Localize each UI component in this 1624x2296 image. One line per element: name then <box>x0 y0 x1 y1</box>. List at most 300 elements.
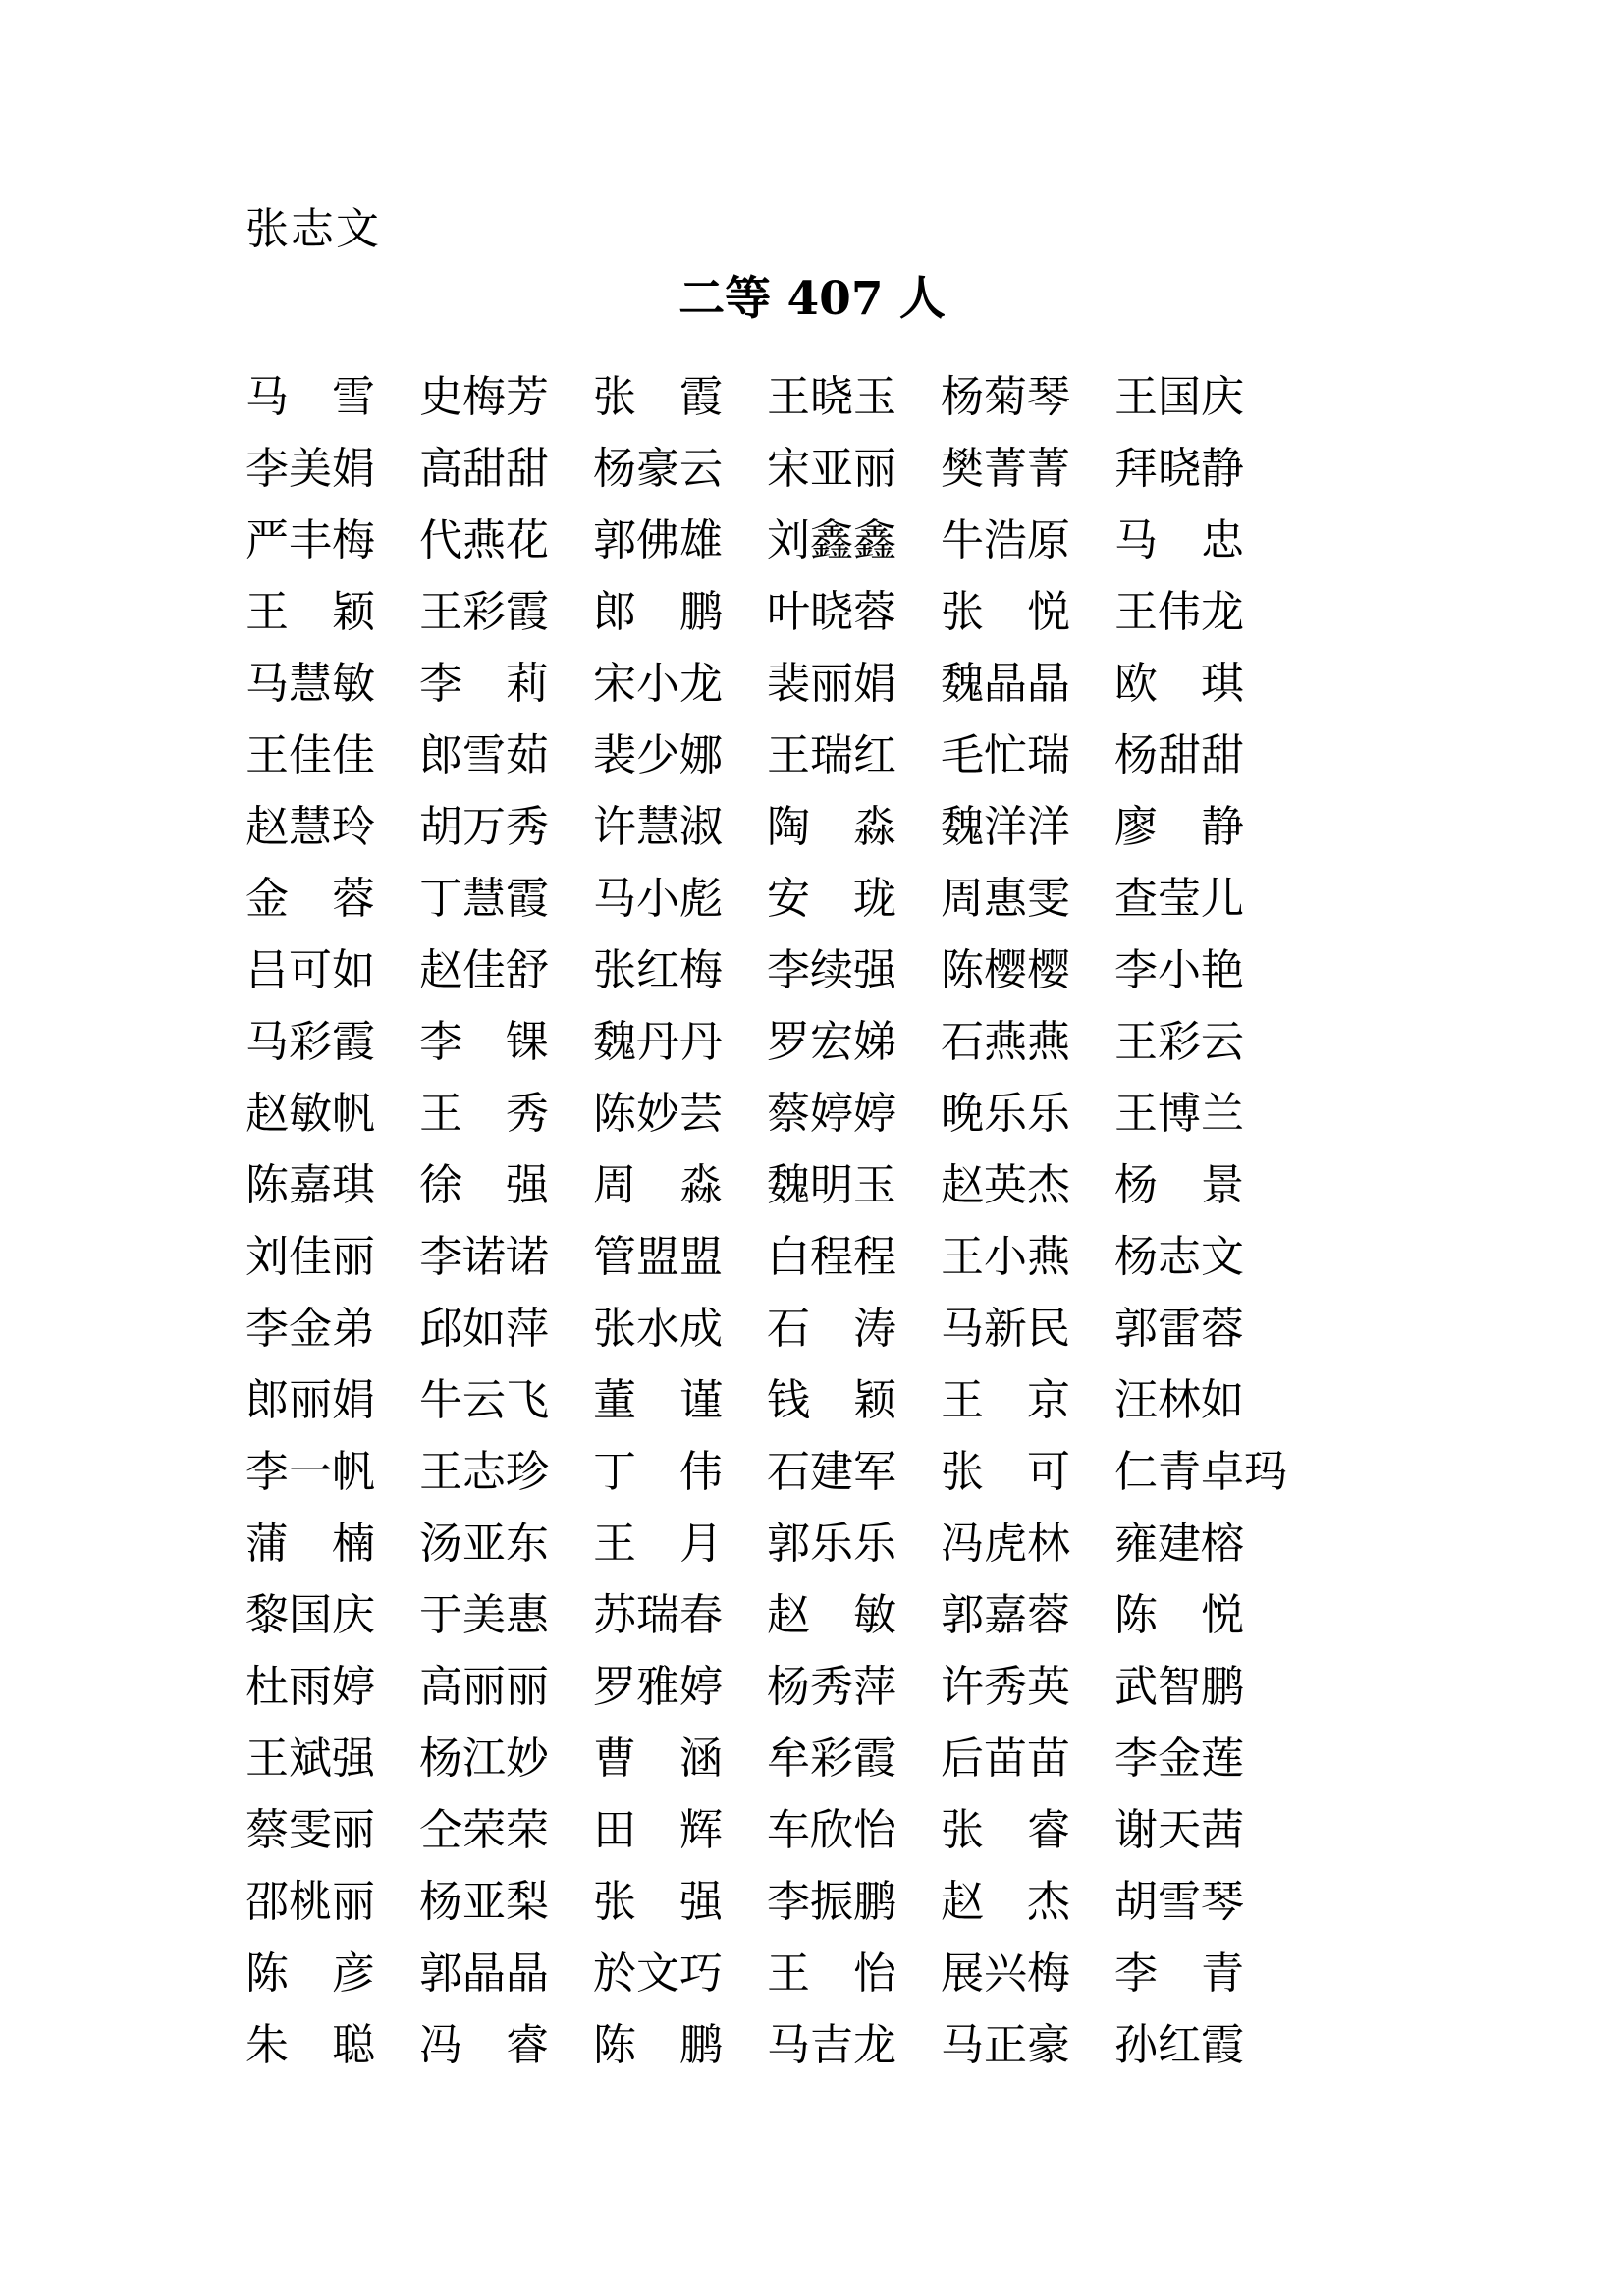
name-char: 美 <box>289 443 332 494</box>
name-char: 慧 <box>636 801 679 852</box>
name-char: 王 <box>941 1231 984 1282</box>
name-row <box>245 1938 1384 2009</box>
name-char: 丰 <box>289 514 332 565</box>
name-char: 洋 <box>1027 801 1070 852</box>
name-char: 小 <box>984 1231 1027 1282</box>
person-name <box>767 1733 896 1784</box>
name-char: 牟 <box>767 1733 810 1784</box>
name-char: 马 <box>767 2019 810 2070</box>
name-char: 李 <box>1114 944 1158 995</box>
name-char: 庆 <box>332 1589 375 1640</box>
name-char: 茹 <box>506 729 549 780</box>
name-char: 蔡 <box>245 1804 289 1855</box>
name-row <box>245 1436 1384 1508</box>
name-char: 楠 <box>332 1518 375 1569</box>
name-char: 邵 <box>245 1876 289 1927</box>
name-char: 甜 <box>462 443 506 494</box>
name-char: 郭 <box>767 1518 810 1569</box>
name-char: 涵 <box>679 1733 723 1784</box>
person-name <box>767 1303 896 1354</box>
name-char: 晶 <box>506 1948 549 1999</box>
name-char: 赵 <box>941 1876 984 1927</box>
name-char: 龙 <box>679 658 723 709</box>
name-char: 婷 <box>679 1661 723 1712</box>
person-name <box>419 873 549 924</box>
person-name <box>767 514 896 565</box>
name-char: 萍 <box>853 1661 896 1712</box>
name-char: 玲 <box>332 801 375 852</box>
name-char: 曹 <box>593 1733 636 1784</box>
name-row <box>245 1723 1384 1794</box>
person-name <box>1114 658 1244 709</box>
name-char: 帆 <box>332 1446 375 1497</box>
person-name <box>419 371 549 422</box>
name-char: 桃 <box>289 1876 332 1927</box>
name-char: 丽 <box>853 443 896 494</box>
name-char: 小 <box>1158 944 1201 995</box>
name-char: 吉 <box>810 2019 853 2070</box>
person-name <box>593 873 723 924</box>
person-name <box>419 729 549 780</box>
person-name <box>593 801 723 852</box>
name-char: 欧 <box>1114 658 1158 709</box>
person-name <box>767 801 896 852</box>
name-char: 赵 <box>767 1589 810 1640</box>
name-char: 莲 <box>1201 1733 1244 1784</box>
name-char: 豪 <box>636 443 679 494</box>
name-char: 一 <box>289 1446 332 1497</box>
name-char: 仁 <box>1114 1446 1158 1497</box>
person-name <box>767 1374 896 1425</box>
name-char: 王 <box>767 729 810 780</box>
person-name <box>245 1446 375 1497</box>
name-char: 小 <box>636 658 679 709</box>
name-char: 钱 <box>767 1374 810 1425</box>
name-char: 建 <box>1158 1518 1201 1569</box>
name-char: 浩 <box>984 514 1027 565</box>
name-char: 徐 <box>419 1159 462 1210</box>
name-char: 燕 <box>984 1016 1027 1067</box>
person-name <box>245 1804 375 1855</box>
name-row <box>245 1866 1384 1938</box>
name-char: 如 <box>1201 1374 1244 1425</box>
name-char: 悦 <box>1027 586 1070 637</box>
name-char: 佳 <box>462 944 506 995</box>
name-row <box>245 576 1384 648</box>
name-row <box>245 1078 1384 1149</box>
name-char: 少 <box>636 729 679 780</box>
name-char: 荣 <box>462 1804 506 1855</box>
name-char: 诺 <box>506 1231 549 1282</box>
name-char: 丽 <box>289 1374 332 1425</box>
person-name <box>767 1876 896 1927</box>
name-char: 芳 <box>506 371 549 422</box>
name-char: 强 <box>332 1733 375 1784</box>
name-char: 瑞 <box>1027 729 1070 780</box>
name-char: 胡 <box>419 801 462 852</box>
name-char: 许 <box>941 1661 984 1712</box>
person-name <box>593 1876 723 1927</box>
person-name <box>593 1589 723 1640</box>
name-char: 蓉 <box>853 586 896 637</box>
name-char: 马 <box>941 1303 984 1354</box>
name-char: 王 <box>767 1948 810 1999</box>
name-char: 龙 <box>853 2019 896 2070</box>
person-name <box>419 1088 549 1139</box>
name-char: 梅 <box>1027 1948 1070 1999</box>
person-name <box>1114 1374 1244 1425</box>
name-char: 王 <box>245 586 289 637</box>
name-char: 豪 <box>1027 2019 1070 2070</box>
person-name <box>245 371 375 422</box>
name-char: 惠 <box>984 873 1027 924</box>
name-char: 东 <box>506 1518 549 1569</box>
name-char: 马 <box>593 873 636 924</box>
name-char: 红 <box>853 729 896 780</box>
name-char: 李 <box>245 443 289 494</box>
name-char: 春 <box>679 1589 723 1640</box>
name-char: 鹏 <box>1201 1661 1244 1712</box>
name-char: 樱 <box>984 944 1027 995</box>
names-grid <box>245 361 1384 2081</box>
name-char: 车 <box>767 1804 810 1855</box>
person-name <box>941 1733 1070 1784</box>
name-char: 晓 <box>1158 443 1201 494</box>
name-char: 王 <box>1114 371 1158 422</box>
person-name <box>941 1016 1070 1067</box>
name-char: 雍 <box>1114 1518 1158 1569</box>
name-char: 郭 <box>1114 1303 1158 1354</box>
name-char: 霞 <box>679 371 723 422</box>
name-char: 樊 <box>941 443 984 494</box>
person-name <box>419 1446 549 1497</box>
name-char: 蔡 <box>767 1088 810 1139</box>
person-name <box>419 1374 549 1425</box>
person-name <box>245 1016 375 1067</box>
person-name <box>593 1446 723 1497</box>
name-char: 婷 <box>853 1088 896 1139</box>
name-char: 王 <box>767 371 810 422</box>
name-char: 拜 <box>1114 443 1158 494</box>
name-char: 程 <box>810 1231 853 1282</box>
name-char: 郭 <box>941 1589 984 1640</box>
name-char: 霞 <box>853 1733 896 1784</box>
person-name <box>767 1088 896 1139</box>
name-char: 于 <box>419 1589 462 1640</box>
person-name <box>1114 514 1244 565</box>
name-char: 汤 <box>419 1518 462 1569</box>
name-char: 谢 <box>1114 1804 1158 1855</box>
person-name <box>1114 944 1244 995</box>
name-char: 可 <box>1027 1446 1070 1497</box>
name-char: 霞 <box>506 873 549 924</box>
person-name <box>419 1016 549 1067</box>
name-char: 刘 <box>245 1231 289 1282</box>
name-char: 亚 <box>462 1518 506 1569</box>
person-name <box>419 1804 549 1855</box>
name-row <box>245 1651 1384 1723</box>
person-name <box>419 443 549 494</box>
person-name <box>245 1303 375 1354</box>
name-char: 婷 <box>810 1088 853 1139</box>
name-char: 青 <box>1201 1948 1244 1999</box>
person-name <box>1114 586 1244 637</box>
name-char: 菁 <box>1027 443 1070 494</box>
person-name <box>593 371 723 422</box>
person-name <box>593 1733 723 1784</box>
name-char: 刘 <box>767 514 810 565</box>
name-char: 金 <box>289 1303 332 1354</box>
name-char: 儿 <box>1201 873 1244 924</box>
name-char: 代 <box>419 514 462 565</box>
name-char: 王 <box>1114 1016 1158 1067</box>
name-char: 宋 <box>593 658 636 709</box>
name-char: 琪 <box>1201 658 1244 709</box>
name-char: 睿 <box>1027 1804 1070 1855</box>
person-name <box>1114 801 1244 852</box>
name-char: 霞 <box>1201 2019 1244 2070</box>
name-char: 茜 <box>1201 1804 1244 1855</box>
name-char: 怡 <box>853 1948 896 1999</box>
person-name <box>1114 1088 1244 1139</box>
person-name <box>767 2019 896 2070</box>
name-char: 丹 <box>636 1016 679 1067</box>
name-char: 霞 <box>332 1016 375 1067</box>
name-char: 仝 <box>419 1804 462 1855</box>
person-name <box>419 1303 549 1354</box>
name-char: 郎 <box>419 729 462 780</box>
name-char: 杨 <box>767 1661 810 1712</box>
name-char: 梅 <box>679 944 723 995</box>
person-name <box>941 2019 1070 2070</box>
name-char: 杨 <box>1114 1231 1158 1282</box>
name-char: 田 <box>593 1804 636 1855</box>
name-char: 李 <box>419 1231 462 1282</box>
person-name <box>419 1948 549 1999</box>
name-char: 庆 <box>1201 371 1244 422</box>
name-char: 敏 <box>289 1088 332 1139</box>
name-char: 孙 <box>1114 2019 1158 2070</box>
name-char: 赵 <box>245 801 289 852</box>
name-char: 文 <box>1201 1231 1244 1282</box>
name-char: 建 <box>810 1446 853 1497</box>
name-char: 菊 <box>984 371 1027 422</box>
name-char: 裴 <box>767 658 810 709</box>
name-row <box>245 2009 1384 2081</box>
person-name <box>941 944 1070 995</box>
name-char: 国 <box>1158 371 1201 422</box>
person-name <box>941 873 1070 924</box>
name-row <box>245 1006 1384 1078</box>
person-name <box>419 658 549 709</box>
name-char: 廖 <box>1114 801 1158 852</box>
name-char: 杰 <box>1027 1876 1070 1927</box>
name-row <box>245 361 1384 433</box>
name-char: 秀 <box>810 1661 853 1712</box>
name-char: 荣 <box>506 1804 549 1855</box>
name-char: 琴 <box>1201 1876 1244 1927</box>
name-char: 燕 <box>462 514 506 565</box>
name-char: 惠 <box>506 1589 549 1640</box>
name-char: 丽 <box>332 1231 375 1282</box>
name-char: 涛 <box>853 1303 896 1354</box>
name-row <box>245 1508 1384 1579</box>
name-char: 慧 <box>289 658 332 709</box>
person-name <box>593 1661 723 1712</box>
person-name <box>1114 371 1244 422</box>
name-char: 丽 <box>506 1661 549 1712</box>
name-char: 国 <box>289 1589 332 1640</box>
name-char: 程 <box>853 1231 896 1282</box>
name-char: 李 <box>245 1446 289 1497</box>
person-name <box>767 1159 896 1210</box>
name-char: 晓 <box>810 371 853 422</box>
name-char: 王 <box>419 1088 462 1139</box>
person-name <box>767 873 896 924</box>
name-char: 丽 <box>332 1804 375 1855</box>
name-char: 淼 <box>853 801 896 852</box>
name-char: 瑞 <box>636 1589 679 1640</box>
name-char: 董 <box>593 1374 636 1425</box>
name-char: 秀 <box>984 1661 1027 1712</box>
person-name <box>941 658 1070 709</box>
name-char: 冯 <box>419 2019 462 2070</box>
person-name <box>593 729 723 780</box>
name-char: 秀 <box>506 1088 549 1139</box>
name-char: 锞 <box>506 1016 549 1067</box>
name-char: 志 <box>462 1446 506 1497</box>
name-char: 甜 <box>1201 729 1244 780</box>
name-char: 后 <box>941 1733 984 1784</box>
name-char: 伟 <box>679 1446 723 1497</box>
name-char: 秀 <box>506 801 549 852</box>
name-char: 丽 <box>462 1661 506 1712</box>
name-char: 琴 <box>1027 371 1070 422</box>
name-char: 佳 <box>289 729 332 780</box>
name-char: 郎 <box>245 1374 289 1425</box>
name-char: 蓉 <box>332 873 375 924</box>
name-char: 强 <box>679 1876 723 1927</box>
name-char: 乐 <box>810 1518 853 1569</box>
name-char: 慧 <box>289 801 332 852</box>
name-char: 魏 <box>941 801 984 852</box>
person-name <box>593 944 723 995</box>
person-name <box>419 1231 549 1282</box>
person-name <box>245 1231 375 1282</box>
name-char: 亚 <box>462 1876 506 1927</box>
name-char: 忠 <box>1201 514 1244 565</box>
name-char: 伟 <box>1158 586 1201 637</box>
name-char: 英 <box>1027 1661 1070 1712</box>
name-char: 王 <box>593 1518 636 1569</box>
name-char: 晓 <box>810 586 853 637</box>
name-char: 榕 <box>1201 1518 1244 1569</box>
name-char: 飞 <box>506 1374 549 1425</box>
name-row <box>245 505 1384 576</box>
name-char: 辉 <box>679 1804 723 1855</box>
name-char: 史 <box>419 371 462 422</box>
name-char: 樱 <box>1027 944 1070 995</box>
name-char: 杨 <box>593 443 636 494</box>
name-char: 张 <box>593 944 636 995</box>
name-char: 鑫 <box>853 514 896 565</box>
person-name <box>593 2019 723 2070</box>
name-char: 乐 <box>984 1088 1027 1139</box>
person-name <box>941 1589 1070 1640</box>
name-char: 陈 <box>245 1159 289 1210</box>
name-char: 原 <box>1027 514 1070 565</box>
person-name <box>419 1661 549 1712</box>
name-char: 琪 <box>332 1159 375 1210</box>
person-name <box>593 658 723 709</box>
name-char: 罗 <box>593 1661 636 1712</box>
person-name <box>245 514 375 565</box>
name-char: 毛 <box>941 729 984 780</box>
name-char: 卓 <box>1201 1446 1244 1497</box>
name-char: 黎 <box>245 1589 289 1640</box>
name-char: 明 <box>810 1159 853 1210</box>
name-char: 马 <box>941 2019 984 2070</box>
name-char: 谨 <box>679 1374 723 1425</box>
name-char: 杨 <box>1114 729 1158 780</box>
name-char: 娟 <box>332 443 375 494</box>
name-row <box>245 934 1384 1006</box>
name-char: 虎 <box>984 1518 1027 1569</box>
person-name <box>245 801 375 852</box>
section-heading: 二等 407 人 <box>678 272 946 326</box>
name-char: 静 <box>1201 443 1244 494</box>
person-name <box>1114 1231 1244 1282</box>
name-char: 雷 <box>1158 1303 1201 1354</box>
name-char: 燕 <box>1027 1016 1070 1067</box>
name-char: 云 <box>1201 1016 1244 1067</box>
name-char: 万 <box>462 801 506 852</box>
person-name <box>419 514 549 565</box>
name-char: 宋 <box>767 443 810 494</box>
person-name <box>941 1661 1070 1712</box>
name-char: 李 <box>1114 1948 1158 1999</box>
person-name <box>245 1589 375 1640</box>
person-name <box>941 1159 1070 1210</box>
name-char: 叶 <box>767 586 810 637</box>
person-name <box>767 1804 896 1855</box>
person-name <box>767 1661 896 1712</box>
name-char: 安 <box>767 873 810 924</box>
name-char: 苗 <box>1027 1733 1070 1784</box>
name-char: 张 <box>593 1303 636 1354</box>
person-name <box>1114 1876 1244 1927</box>
name-char: 敏 <box>332 658 375 709</box>
name-row <box>245 1149 1384 1221</box>
name-char: 赵 <box>941 1159 984 1210</box>
name-char: 丽 <box>332 1876 375 1927</box>
name-char: 雯 <box>1027 873 1070 924</box>
name-char: 丽 <box>810 658 853 709</box>
name-char: 娜 <box>679 729 723 780</box>
name-char: 苗 <box>984 1733 1027 1784</box>
name-char: 陈 <box>245 1948 289 1999</box>
person-name <box>941 1446 1070 1497</box>
name-char: 成 <box>679 1303 723 1354</box>
person-name <box>593 443 723 494</box>
person-name <box>941 586 1070 637</box>
name-row <box>245 1221 1384 1293</box>
person-name <box>941 1088 1070 1139</box>
person-name <box>941 1374 1070 1425</box>
name-char: 王 <box>419 1446 462 1497</box>
name-char: 文 <box>636 1948 679 1999</box>
name-char: 花 <box>506 514 549 565</box>
